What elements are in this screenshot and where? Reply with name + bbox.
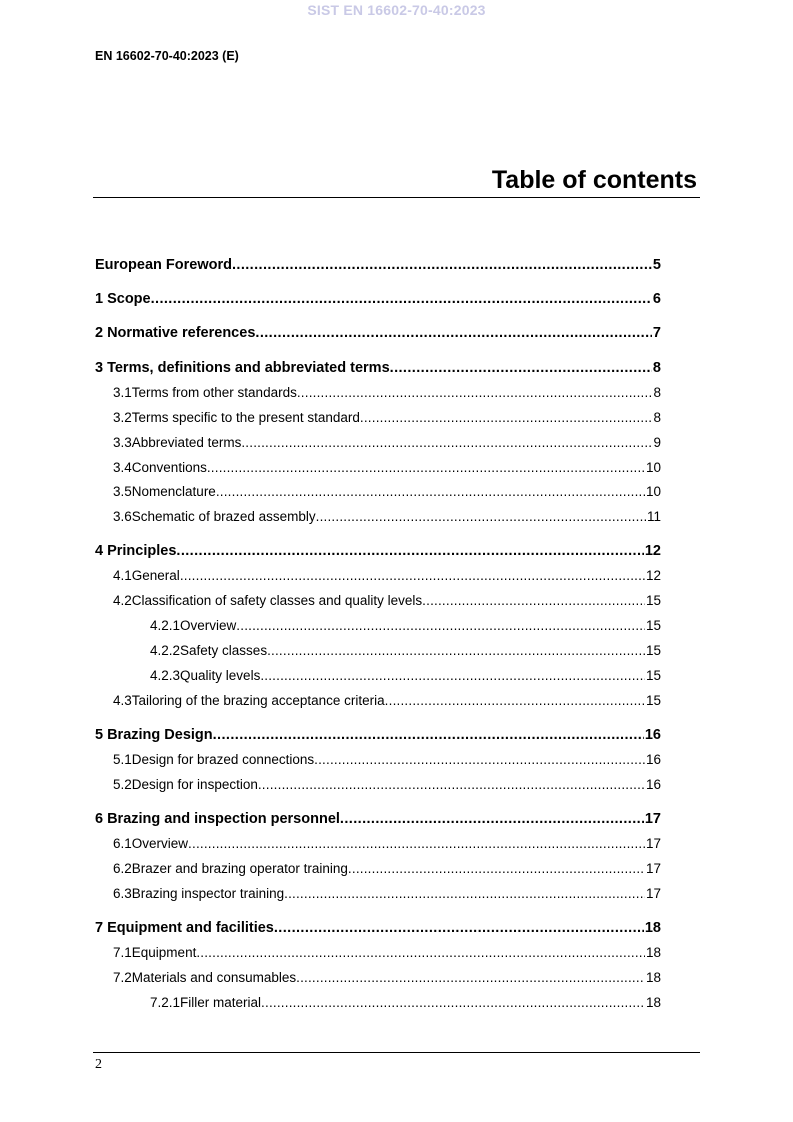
toc-entry-text: Materials and consumables <box>131 970 297 985</box>
toc-entry-number: 3.3 <box>113 435 132 450</box>
toc-entry-page: 12 <box>645 568 661 583</box>
toc-entry-number: 4.3 <box>113 693 132 708</box>
toc-entry-number: 4.2.3 <box>150 668 181 683</box>
toc-entry[interactable] <box>150 993 661 1013</box>
toc-leader-dots <box>196 943 645 963</box>
toc-entry-page: 12 <box>644 543 661 559</box>
toc-entry[interactable] <box>113 408 661 428</box>
toc-entry-page: 9 <box>653 435 661 450</box>
toc-entry-page: 16 <box>645 752 661 767</box>
toc-entry[interactable] <box>113 859 661 879</box>
toc-entry-page: 16 <box>645 777 661 792</box>
toc-entry-number: 3 <box>95 360 104 376</box>
toc-leader-dots <box>216 482 645 502</box>
toc-leader-dots <box>180 566 645 586</box>
toc-entry-number: 4.1 <box>113 568 132 583</box>
toc-leader-dots <box>232 255 652 275</box>
toc-entry-text: Brazing and inspection personnel <box>107 811 340 827</box>
toc-entry-page: 10 <box>645 484 661 499</box>
toc-entry-number: 5.2 <box>113 777 132 792</box>
toc-leader-dots <box>176 541 643 561</box>
toc-leader-dots <box>213 725 644 745</box>
toc-entry-page: 18 <box>644 920 661 936</box>
toc-entry-text: Quality levels <box>180 668 261 683</box>
toc-leader-dots <box>188 834 645 854</box>
toc-leader-dots <box>261 993 645 1013</box>
toc-entry-page: 15 <box>645 668 661 683</box>
toc-entry[interactable] <box>95 725 661 745</box>
toc-entry[interactable] <box>113 968 661 988</box>
toc-entry-text: Conventions <box>131 460 207 475</box>
toc-entry[interactable] <box>113 750 661 770</box>
toc-entry-number: 2 <box>95 325 104 341</box>
toc-entry[interactable] <box>150 616 661 636</box>
toc-entry-number: 7.1 <box>113 945 132 960</box>
toc-leader-dots <box>296 968 645 988</box>
toc-entry[interactable] <box>95 809 661 829</box>
toc-leader-dots <box>314 750 645 770</box>
toc-entry-page: 15 <box>645 593 661 608</box>
toc-leader-dots <box>360 408 653 428</box>
toc-entry-number: 7.2.1 <box>150 995 181 1010</box>
toc-entry-text: Overview <box>131 836 189 851</box>
toc-entry[interactable] <box>95 541 661 561</box>
toc-entry-text: Design for brazed connections <box>131 752 315 767</box>
toc-leader-dots <box>260 666 645 686</box>
toc-entry-text: General <box>131 568 180 583</box>
toc-entry-number: 7.2 <box>113 970 132 985</box>
toc-entry-number: 6 <box>95 811 104 827</box>
toc-entry-number: 6.1 <box>113 836 132 851</box>
toc-entry-number: 3.2 <box>113 410 132 425</box>
toc-entry-text: Schematic of brazed assembly <box>131 509 316 524</box>
toc-leader-dots <box>207 458 645 478</box>
toc-entry-page: 17 <box>644 811 661 827</box>
toc-leader-dots <box>236 616 645 636</box>
toc-entry-page: 5 <box>652 257 661 273</box>
toc-entry[interactable] <box>113 775 661 795</box>
toc-entry[interactable] <box>113 482 661 502</box>
toc-entry[interactable] <box>95 358 661 378</box>
toc-leader-dots <box>297 383 653 403</box>
toc-entry-number: 4.2 <box>113 593 132 608</box>
toc-entry-page: 7 <box>652 325 661 341</box>
toc-entry[interactable] <box>113 691 661 711</box>
document-id: EN 16602-70-40:2023 (E) <box>95 49 239 63</box>
toc-entry-number: 5 <box>95 727 104 743</box>
toc-entry-page: 8 <box>653 410 661 425</box>
toc-entry-text: Principles <box>107 543 177 559</box>
toc-entry-number: 4.2.2 <box>150 643 181 658</box>
toc-entry-number: 3.6 <box>113 509 132 524</box>
toc-leader-dots <box>390 358 652 378</box>
toc-entry-page: 18 <box>645 945 661 960</box>
toc-leader-dots <box>385 691 645 711</box>
toc-entry-number: 5.1 <box>113 752 132 767</box>
toc-entry-text: Safety classes <box>180 643 268 658</box>
toc-entry-page: 6 <box>652 291 661 307</box>
toc-entry-page: 18 <box>645 995 661 1010</box>
toc-leader-dots <box>274 918 644 938</box>
toc-leader-dots <box>348 859 645 879</box>
toc-entry-page: 15 <box>645 618 661 633</box>
toc-entry[interactable] <box>113 433 661 453</box>
toc-entry-page: 17 <box>645 836 661 851</box>
toc-leader-dots <box>241 433 652 453</box>
toc-entry[interactable] <box>113 507 661 527</box>
toc-entry-text: Nomenclature <box>131 484 216 499</box>
toc-entry-page: 8 <box>652 360 661 376</box>
toc-leader-dots <box>267 641 645 661</box>
toc-entry-text: Normative references <box>107 325 256 341</box>
toc-entry-text: Brazing Design <box>107 727 213 743</box>
toc-entry[interactable] <box>150 641 661 661</box>
toc-entry-number: 7 <box>95 920 104 936</box>
footer-divider <box>93 1052 700 1053</box>
toc-entry-number: 4.2.1 <box>150 618 181 633</box>
toc-entry-text: Terms specific to the present standard <box>131 410 360 425</box>
toc-entry[interactable] <box>95 918 661 938</box>
toc-entry[interactable] <box>113 834 661 854</box>
toc-entry-number: 4 <box>95 543 104 559</box>
toc-entry-text: Terms, definitions and abbreviated terms <box>107 360 390 376</box>
toc-entry-page: 15 <box>645 643 661 658</box>
toc-entry[interactable] <box>113 566 661 586</box>
toc-entry-page: 15 <box>645 693 661 708</box>
toc-entry[interactable] <box>95 255 661 275</box>
toc-entry-number: 1 <box>95 291 104 307</box>
toc-entry-page: 17 <box>645 886 661 901</box>
toc-leader-dots <box>422 591 645 611</box>
toc-entry-page: 18 <box>645 970 661 985</box>
toc-entry-text: Brazing inspector training <box>131 886 285 901</box>
toc-entry[interactable] <box>95 289 661 309</box>
toc-entry-text: Filler material <box>180 995 262 1010</box>
toc-entry-page: 10 <box>645 460 661 475</box>
toc-entry[interactable] <box>113 383 661 403</box>
toc-entry[interactable] <box>113 943 661 963</box>
toc-entry-page: 11 <box>646 509 661 524</box>
toc-leader-dots <box>316 507 646 527</box>
toc-entry[interactable] <box>150 666 661 686</box>
toc-entry-number: 6.3 <box>113 886 132 901</box>
toc-entry[interactable] <box>113 458 661 478</box>
toc-entry-text: Terms from other standards <box>131 385 297 400</box>
toc-entry-text: Tailoring of the brazing acceptance criteria <box>131 693 385 708</box>
toc-leader-dots <box>151 289 652 309</box>
toc-entry-text: Equipment <box>131 945 197 960</box>
toc-entry[interactable] <box>113 591 661 611</box>
toc-entry-page: 8 <box>653 385 661 400</box>
watermark: SIST EN 16602-70-40:2023 <box>307 2 486 18</box>
toc-leader-dots <box>258 775 645 795</box>
page-number: 2 <box>95 1057 102 1072</box>
toc-entry[interactable] <box>95 323 661 343</box>
toc-entry-number: 3.4 <box>113 460 132 475</box>
toc-entry-text: Abbreviated terms <box>131 435 242 450</box>
toc-entry-page: 16 <box>644 727 661 743</box>
toc-leader-dots <box>255 323 652 343</box>
toc-leader-dots <box>284 884 645 904</box>
toc-entry-text: Scope <box>107 291 151 307</box>
toc-entry-page: 17 <box>645 861 661 876</box>
toc-entry-text: Overview <box>180 618 237 633</box>
toc-entry[interactable] <box>113 884 661 904</box>
page-title: Table of contents <box>491 166 697 194</box>
toc-entry-text: Brazer and brazing operator training <box>131 861 348 876</box>
toc-entry-text: Equipment and facilities <box>107 920 274 936</box>
toc-leader-dots <box>340 809 644 829</box>
toc-entry-number: 6.2 <box>113 861 132 876</box>
toc-entry-text: European Foreword <box>95 257 232 273</box>
toc-entry-number: 3.1 <box>113 385 132 400</box>
toc-entry-number: 3.5 <box>113 484 132 499</box>
toc-entry-text: Classification of safety classes and quality levels <box>131 593 423 608</box>
toc-entry-text: Design for inspection <box>131 777 258 792</box>
